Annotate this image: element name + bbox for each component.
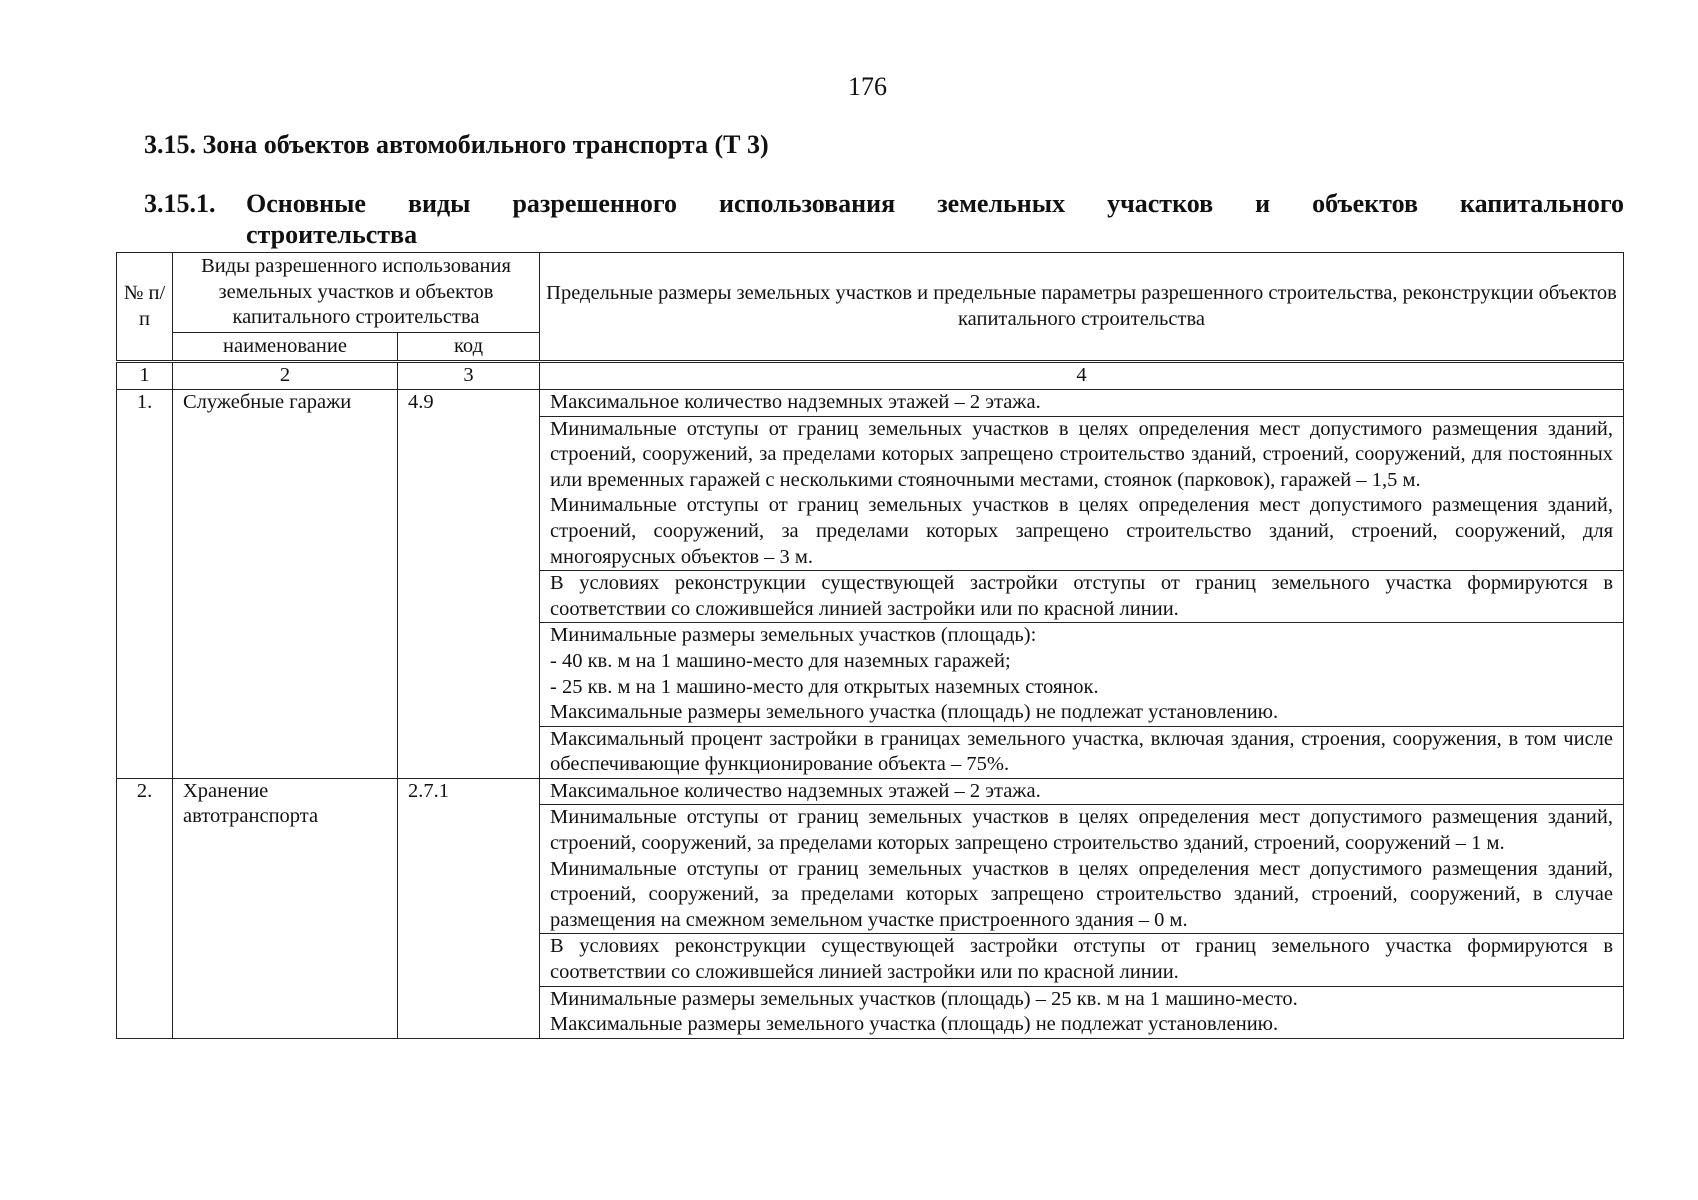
table-row: [117, 778, 1624, 805]
parameter-line: - 40 кв. м на 1 машино-место для наземных гаражей;: [550, 649, 1011, 672]
use-type-name: Хранение автотранспорта: [173, 778, 398, 1038]
use-type-code: 2.7.1: [398, 778, 540, 1038]
parameter-line: - 25 кв. м на 1 машино-место для открытых наземных стоянок.: [550, 675, 1099, 698]
parameter-cell: Максимальный процент застройки в границах земельного участка, включая здания, строения, сооружения, в том числе обеспечивающие функционирование объекта – 75%.: [540, 726, 1624, 778]
parameter-cell: В условиях реконструкции существующей застройки отступы от границ земельного участка формируются в соответствии со сложившейся линией застройки или по красной линии.: [540, 934, 1624, 986]
parameter-line: Минимальные размеры земельных участков (площадь) – 25 кв. м на 1 машино-место.: [550, 987, 1298, 1010]
parameter-cell: [540, 623, 1624, 726]
parameter-cell: В условиях реконструкции существующей застройки отступы от границ земельного участка формируются в соответствии со сложившейся линией застройки или по красной линии.: [540, 571, 1624, 623]
parameter-cell: [540, 416, 1624, 571]
use-type-name: Служебные гаражи: [173, 389, 398, 778]
parameter-cell: [540, 805, 1624, 934]
subsection-title: [144, 188, 1624, 250]
row-number: 2.: [117, 778, 173, 1038]
table-row: [117, 389, 1624, 416]
header-params: Предельные размеры земельных участков и предельные параметры разрешенного строительства, реконструкции объектов капитального строительства: [540, 253, 1624, 362]
header-name: наименование: [173, 332, 398, 362]
page-number: 176: [848, 72, 887, 101]
subsection-title-line2: строительства: [246, 220, 418, 249]
column-index-row: [117, 362, 1624, 390]
parameter-line: Минимальные отступы от границ земельных участков в целях определения мест допустимого размещения зданий, строений, сооружений, за пределами которых запрещено строительство зданий, строений, сооружений, в случае размещения на смежном земельном участке пристроенного здания – 0 м.: [550, 857, 1613, 931]
column-index: 2: [173, 362, 398, 390]
use-type-code: 4.9: [398, 389, 540, 778]
subsection-title-line1: Основные виды разрешенного использования земельных участков и объектов капитального: [246, 189, 1624, 218]
parameter-line: Максимальные размеры земельного участка (площадь) не подлежат установлению.: [550, 1013, 1279, 1036]
parameter-cell: Максимальное количество надземных этажей – 2 этажа.: [540, 778, 1624, 805]
parameter-cell: [540, 986, 1624, 1038]
header-num: № п/п: [117, 253, 173, 362]
header-code: код: [398, 332, 540, 362]
parameter-line: Минимальные отступы от границ земельных участков в целях определения мест допустимого размещения зданий, строений, сооружений, за пределами которых запрещено строительство зданий, строений, сооружений, для многоярусных объектов – 3 м.: [550, 494, 1613, 568]
parameter-cell: Максимальное количество надземных этажей – 2 этажа.: [540, 389, 1624, 416]
parameter-line: Минимальные размеры земельных участков (площадь):: [550, 624, 1037, 647]
subsection-number: 3.15.1.: [144, 189, 216, 218]
zone-table: [116, 252, 1624, 1039]
row-number: 1.: [117, 389, 173, 778]
column-index: 4: [540, 362, 1624, 390]
header-use-types: Виды разрешенного использования земельных участков и объектов капитального строительства: [173, 253, 540, 333]
column-index: 3: [398, 362, 540, 390]
parameter-line: Максимальные размеры земельного участка (площадь) не подлежат установлению.: [550, 701, 1279, 724]
column-index: 1: [117, 362, 173, 390]
parameter-line: Минимальные отступы от границ земельных участков в целях определения мест допустимого размещения зданий, строений, сооружений, за пределами которых запрещено строительство зданий, строений, сооружений – 1 м.: [550, 806, 1613, 855]
section-title: 3.15. Зона объектов автомобильного транспорта (Т 3): [144, 130, 769, 159]
parameter-line: Минимальные отступы от границ земельных участков в целях определения мест допустимого размещения зданий, строений, сооружений, за пределами которых запрещено строительство зданий, строений, сооружений, для постоянных или временных гаражей с несколькими стояночными местами, стоянок (парковок), гаражей – 1,5 м.: [550, 417, 1613, 491]
